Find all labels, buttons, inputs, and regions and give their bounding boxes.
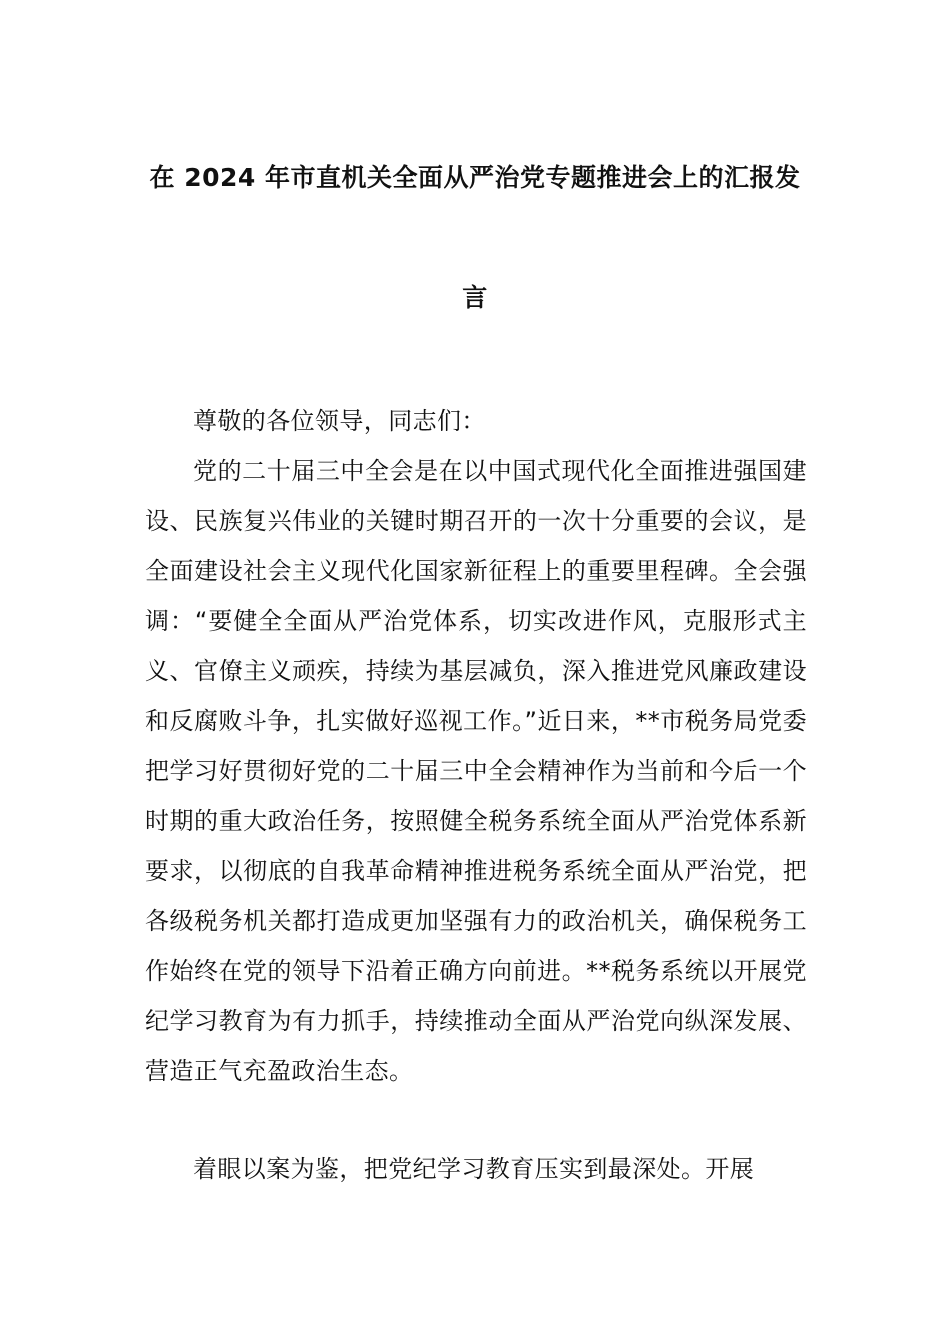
paragraph-2-block [145,1144,807,1194]
paragraph-2: 着眼以案为鉴，把党纪学习教育压实到最深处。开展 [193,1155,755,1183]
paragraph-1: 党的二十届三中全会是在以中国式现代化全面推进强国建设、民族复兴伟业的关键时期召开的一次十分重要的会议，是全面建设社会主义现代化国家新征程上的重要里程碑。全会强调：“要健全全面从严治党体系，切实改进作风，克服形式主义、官僚主义顽疾，持续为基层减负，深入推进党风廉政建设和反腐败斗争，扎实做好巡视工作。”近日来，**市税务局党委把学习好贯彻好党的二十届三中全会精神作为当前和今后一个时期的重大政治任务，按照健全税务系统全面从严治党体系新要求，以彻底的自我革命精神推进税务系统全面从严治党，把各级税务机关都打造成更加坚强有力的政治机关，确保税务工作始终在党的领导下沿着正确方向前进。**税务系统以开展党纪学习教育为有力抓手，持续推动全面从严治党向纵深发展、营造正气充盈政治生态。 [145,457,807,1085]
document-title-line-1: 在 2024 年市直机关全面从严治党专题推进会上的汇报发 [149,163,801,192]
salutation: 尊敬的各位领导，同志们： [193,407,486,435]
document-title-line-2: 言 [462,283,488,312]
paragraph-1-block [145,446,807,1096]
salutation-block [145,396,807,446]
